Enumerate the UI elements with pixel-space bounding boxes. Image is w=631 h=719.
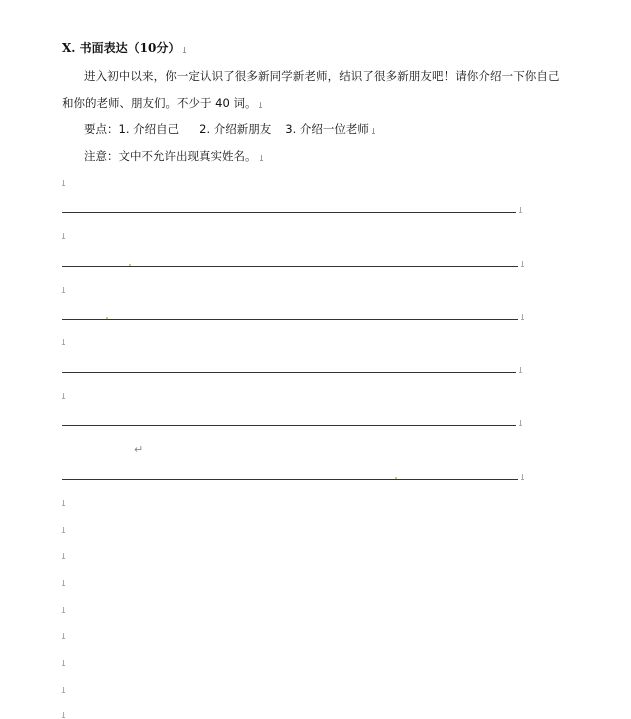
paragraph-mark-icon	[62, 580, 65, 586]
paragraph-mark-icon	[62, 527, 65, 533]
paragraph-mark-icon	[62, 393, 65, 399]
key-point-1: 1. 介绍自己	[118, 122, 180, 136]
intro-line-2	[62, 95, 263, 111]
paragraph-mark-icon	[372, 128, 376, 134]
paragraph-mark-icon	[183, 47, 187, 53]
intro-line-1: 进入初中以来，你一定认识了很多新同学新老师，结识了很多新朋友吧！请你介绍一下你自己	[84, 69, 560, 83]
paragraph-mark-icon	[259, 102, 263, 108]
intro-line-2-text: 和你的老师、朋友们。不少于 40 词。	[62, 96, 257, 110]
cursor-dot	[106, 317, 108, 319]
writing-line	[62, 372, 516, 373]
writing-line	[62, 212, 516, 213]
paragraph-mark-icon	[62, 339, 65, 345]
paragraph-mark-icon	[62, 233, 65, 239]
paragraph-mark-icon	[62, 660, 65, 666]
paragraph-mark-icon	[521, 474, 524, 480]
paragraph-mark-icon	[62, 180, 65, 186]
paragraph-mark-icon	[519, 207, 522, 213]
writing-line	[62, 479, 518, 480]
paragraph-mark-icon	[62, 607, 65, 613]
paragraph-mark-icon	[62, 553, 65, 559]
cursor-dot	[129, 264, 131, 266]
writing-line	[62, 319, 518, 320]
paragraph-mark-icon	[521, 314, 524, 320]
key-point-2: 2. 介绍新朋友	[199, 122, 272, 136]
paragraph-mark-icon	[62, 712, 65, 718]
note-line	[84, 148, 264, 164]
paragraph-mark-icon	[62, 287, 65, 293]
section-title	[62, 40, 187, 56]
paragraph-mark-icon	[521, 261, 524, 267]
key-point-3: 3. 介绍一位老师	[285, 122, 369, 136]
paragraph-mark-icon	[62, 633, 65, 639]
section-title-text: Ⅹ. 书面表达（10分）	[62, 41, 181, 55]
writing-line	[62, 266, 518, 267]
return-symbol-icon: ↵	[134, 443, 144, 456]
key-points	[84, 121, 376, 137]
paragraph-mark-icon	[519, 420, 522, 426]
key-points-label: 要点：	[84, 122, 119, 136]
writing-line	[62, 425, 516, 426]
paragraph-mark-icon	[62, 687, 65, 693]
paragraph-mark-icon	[62, 500, 65, 506]
note-text: 注意：文中不允许出现真实姓名。	[84, 149, 257, 163]
paragraph-mark-icon	[519, 367, 522, 373]
paragraph-mark-icon	[260, 155, 264, 161]
cursor-dot	[395, 477, 397, 479]
